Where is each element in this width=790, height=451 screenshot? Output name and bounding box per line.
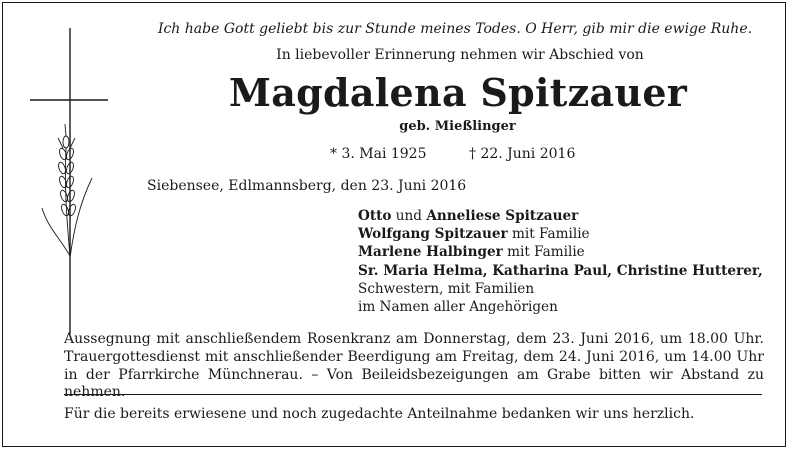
mourner-name: Marlene Halbinger — [358, 244, 503, 261]
mourner-suffix: Schwestern, mit Familien — [358, 280, 535, 297]
place-date: Siebensee, Edlmannsberg, den 23. Juni 2016 — [147, 178, 467, 194]
deceased-name: Magdalena Spitzauer — [228, 70, 688, 115]
birth-date: * 3. Mai 1925 — [330, 146, 427, 162]
mourner-name: Anneliese Spitzauer — [426, 208, 579, 224]
mourner-line — [358, 298, 763, 316]
mourner-line — [358, 262, 763, 280]
mourner-name: Wolfgang Spitzauer — [358, 226, 508, 243]
mourner-line — [358, 280, 763, 298]
mourner-line — [358, 225, 763, 243]
mourners-list — [358, 207, 763, 316]
mourner-line — [358, 243, 763, 261]
death-date: † 22. Juni 2016 — [469, 146, 576, 162]
mourner-connector: und — [391, 208, 427, 224]
mourner-suffix: mit Familie — [507, 226, 590, 243]
intro-line: In liebevoller Erinnerung nehmen wir Abschied von — [276, 47, 644, 63]
mourner-name: Sr. Maria Helma, Katharina Paul, Christine Hutterer, — [358, 262, 763, 279]
maiden-name: geb. Mießlinger — [399, 119, 516, 134]
mourner-name: Otto — [358, 208, 392, 224]
service-details: Aussegnung mit anschließendem Rosenkranz am Donnerstag, dem 23. Juni 2016, um 18.00 Uhr. Trauergottesdienst mit anschließender Beerdigung am Freitag, dem 24. Juni 2016, um 14.00 Uhr in der Pfarrkirche Münchnerau. – Von Beileidsbezeigungen am Grabe bitten wir Abstand zu nehmen. — [64, 331, 764, 401]
thanks-line: Für die bereits erwiesene und noch zugedachte Anteilnahme bedanken wir uns herzlich. — [64, 406, 695, 422]
mourner-suffix: mit Familie — [502, 244, 585, 261]
divider — [64, 394, 762, 395]
bible-motto: Ich habe Gott geliebt bis zur Stunde meines Todes. O Herr, gib mir die ewige Ruhe. — [157, 21, 753, 37]
mourner-line — [358, 207, 763, 225]
mourner-suffix: im Namen aller Angehörigen — [358, 299, 558, 316]
